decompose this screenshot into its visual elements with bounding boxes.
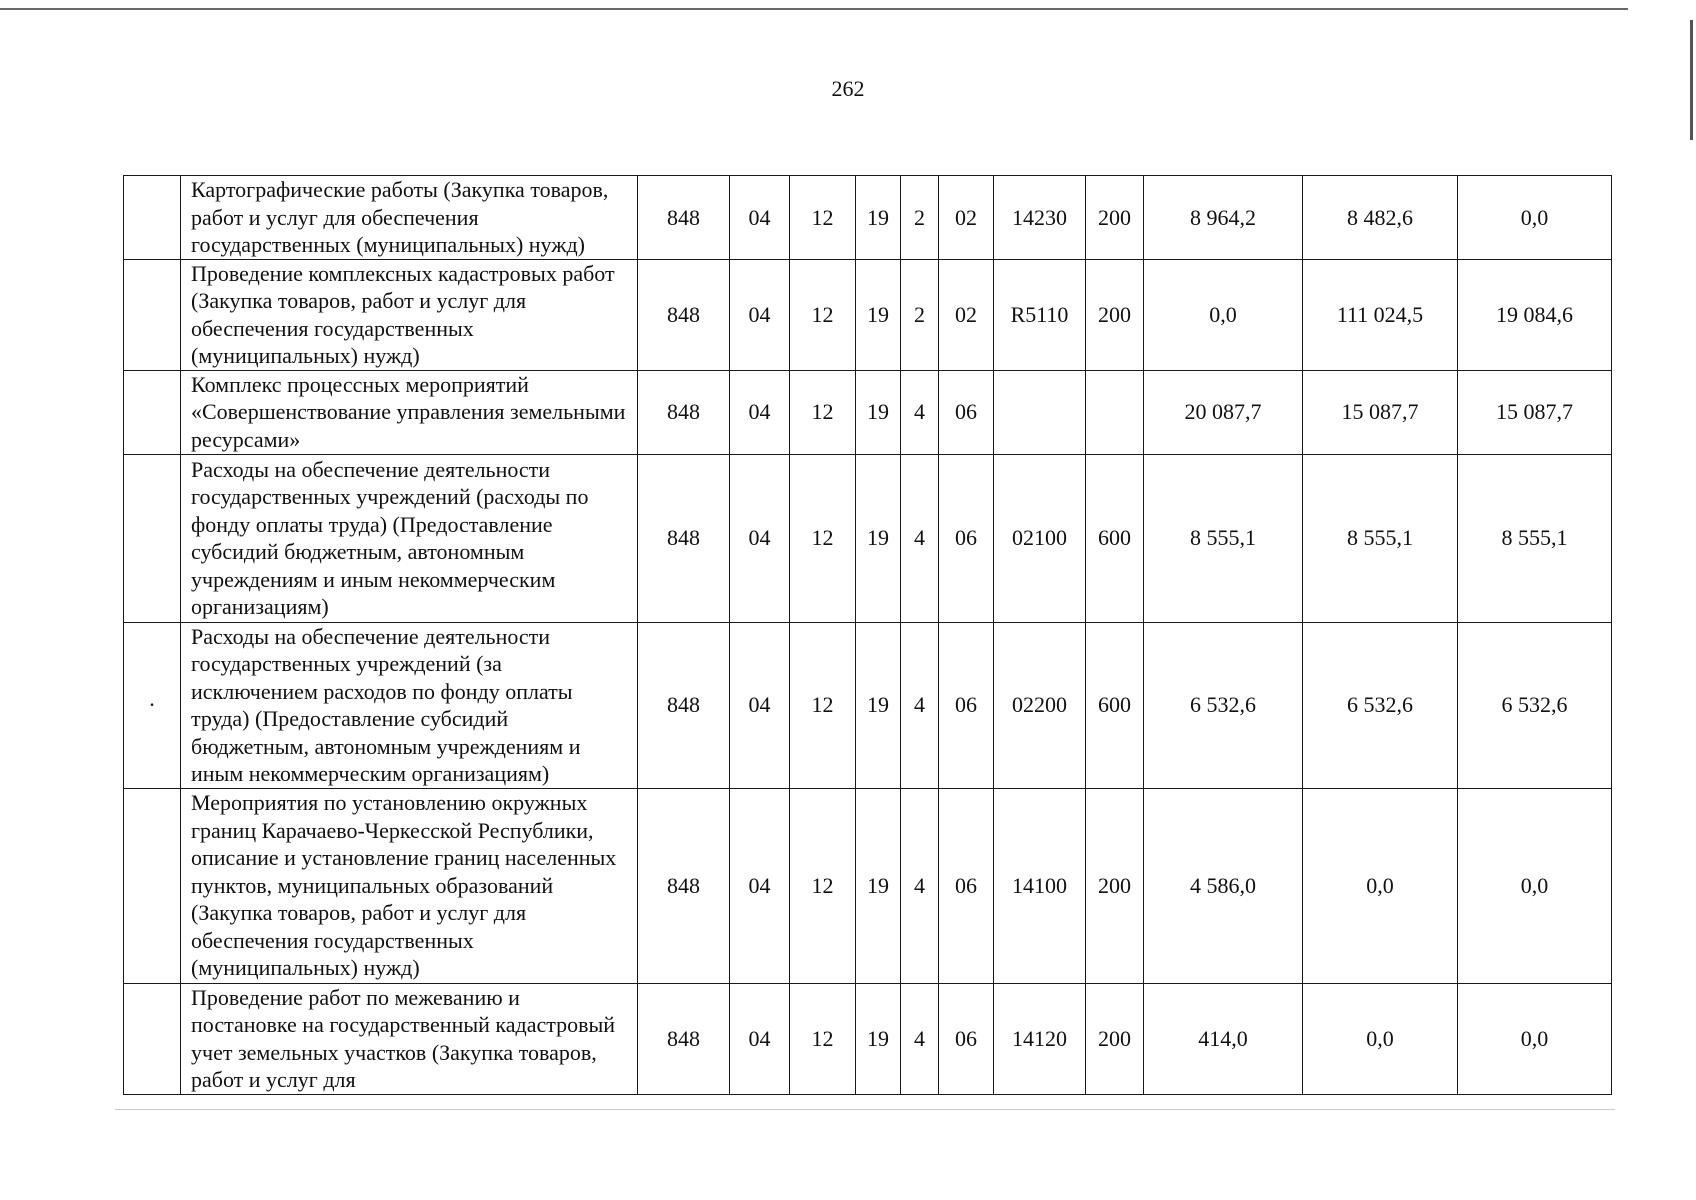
code-type: 4 (901, 622, 939, 788)
code-pr: 12 (790, 176, 856, 260)
code-vr: 600 (1086, 622, 1144, 788)
amount-3: 19 084,6 (1458, 259, 1612, 370)
amount-3: 0,0 (1458, 176, 1612, 260)
row-description: Картографические работы (Закупка товаров, работ и услуг для обеспечения государственных (муниципальных) нужд) (181, 176, 638, 260)
code-program: 19 (856, 788, 901, 983)
top-edge-line (0, 8, 1628, 10)
code-gr: 848 (638, 259, 730, 370)
code-direction (994, 370, 1086, 454)
code-program: 19 (856, 983, 901, 1094)
row-description: Расходы на обеспечение деятельности государственных учреждений (расходы по фонду оплаты труда) (Предоставление субсидий бюджетным, автономным учреждениям и иным некоммерческим организациям) (181, 454, 638, 622)
row-description: Расходы на обеспечение деятельности государственных учреждений (за исключением расходов по фонду оплаты труда) (Предоставление субсидий бюджетным, автономным учреждениям и иным некоммерческим организациям) (181, 622, 638, 788)
table-row (124, 983, 1612, 1094)
row-marker (124, 454, 181, 622)
code-pr: 12 (790, 370, 856, 454)
table-row (124, 259, 1612, 370)
code-direction: 14120 (994, 983, 1086, 1094)
amount-1: 4 586,0 (1144, 788, 1303, 983)
amount-1: 0,0 (1144, 259, 1303, 370)
budget-table (123, 175, 1612, 1095)
amount-1: 6 532,6 (1144, 622, 1303, 788)
code-rz: 04 (730, 370, 790, 454)
code-vr (1086, 370, 1144, 454)
code-direction: 14100 (994, 788, 1086, 983)
code-rz: 04 (730, 788, 790, 983)
amount-3: 0,0 (1458, 983, 1612, 1094)
code-type: 2 (901, 259, 939, 370)
code-subprogram: 06 (939, 983, 994, 1094)
amount-2: 6 532,6 (1303, 622, 1458, 788)
amount-2: 15 087,7 (1303, 370, 1458, 454)
code-vr: 200 (1086, 983, 1144, 1094)
code-subprogram: 06 (939, 370, 994, 454)
code-gr: 848 (638, 454, 730, 622)
page-number: 262 (831, 76, 865, 101)
row-marker (124, 983, 181, 1094)
code-direction: 14230 (994, 176, 1086, 260)
code-pr: 12 (790, 622, 856, 788)
code-rz: 04 (730, 983, 790, 1094)
code-pr: 12 (790, 259, 856, 370)
code-gr: 848 (638, 176, 730, 260)
code-program: 19 (856, 370, 901, 454)
code-type: 4 (901, 454, 939, 622)
amount-3: 15 087,7 (1458, 370, 1612, 454)
row-description: Проведение работ по межеванию и постановке на государственный кадастровый учет земельных участков (Закупка товаров, работ и услуг для (181, 983, 638, 1094)
code-gr: 848 (638, 622, 730, 788)
row-marker (124, 259, 181, 370)
code-vr: 200 (1086, 788, 1144, 983)
row-description: Проведение комплексных кадастровых работ (Закупка товаров, работ и услуг для обеспечения государственных (муниципальных) нужд) (181, 259, 638, 370)
amount-1: 8 964,2 (1144, 176, 1303, 260)
code-vr: 200 (1086, 259, 1144, 370)
code-program: 19 (856, 622, 901, 788)
amount-3: 0,0 (1458, 788, 1612, 983)
code-direction: 02200 (994, 622, 1086, 788)
amount-1: 20 087,7 (1144, 370, 1303, 454)
code-pr: 12 (790, 788, 856, 983)
row-marker (124, 788, 181, 983)
row-marker (124, 176, 181, 260)
amount-2: 0,0 (1303, 983, 1458, 1094)
amount-3: 6 532,6 (1458, 622, 1612, 788)
code-subprogram: 06 (939, 454, 994, 622)
amount-2: 8 555,1 (1303, 454, 1458, 622)
table-row (124, 622, 1612, 788)
code-program: 19 (856, 259, 901, 370)
row-marker (124, 370, 181, 454)
code-subprogram: 02 (939, 176, 994, 260)
code-program: 19 (856, 454, 901, 622)
amount-2: 0,0 (1303, 788, 1458, 983)
code-direction: 02100 (994, 454, 1086, 622)
code-rz: 04 (730, 622, 790, 788)
code-subprogram: 06 (939, 788, 994, 983)
code-rz: 04 (730, 259, 790, 370)
amount-2: 111 024,5 (1303, 259, 1458, 370)
code-rz: 04 (730, 454, 790, 622)
row-description: Комплекс процессных мероприятий «Совершенствование управления земельными ресурсами» (181, 370, 638, 454)
amount-1: 8 555,1 (1144, 454, 1303, 622)
code-program: 19 (856, 176, 901, 260)
code-subprogram: 02 (939, 259, 994, 370)
code-type: 2 (901, 176, 939, 260)
code-vr: 600 (1086, 454, 1144, 622)
code-type: 4 (901, 983, 939, 1094)
code-subprogram: 06 (939, 622, 994, 788)
table-row (124, 176, 1612, 260)
code-type: 4 (901, 788, 939, 983)
code-direction: R5110 (994, 259, 1086, 370)
amount-1: 414,0 (1144, 983, 1303, 1094)
code-vr: 200 (1086, 176, 1144, 260)
row-description: Мероприятия по установлению окружных границ Карачаево-Черкесской Республики, описание и установление границ населенных пунктов, муниципальных образований (Закупка товаров, работ и услуг для обеспечения государственных (муниципальных) нужд) (181, 788, 638, 983)
scan-bottom-line (115, 1109, 1615, 1110)
amount-3: 8 555,1 (1458, 454, 1612, 622)
table-row (124, 788, 1612, 983)
code-rz: 04 (730, 176, 790, 260)
table-row (124, 370, 1612, 454)
row-marker: · (124, 622, 181, 788)
code-gr: 848 (638, 788, 730, 983)
code-gr: 848 (638, 983, 730, 1094)
code-type: 4 (901, 370, 939, 454)
amount-2: 8 482,6 (1303, 176, 1458, 260)
table-row (124, 454, 1612, 622)
code-pr: 12 (790, 454, 856, 622)
code-gr: 848 (638, 370, 730, 454)
code-pr: 12 (790, 983, 856, 1094)
